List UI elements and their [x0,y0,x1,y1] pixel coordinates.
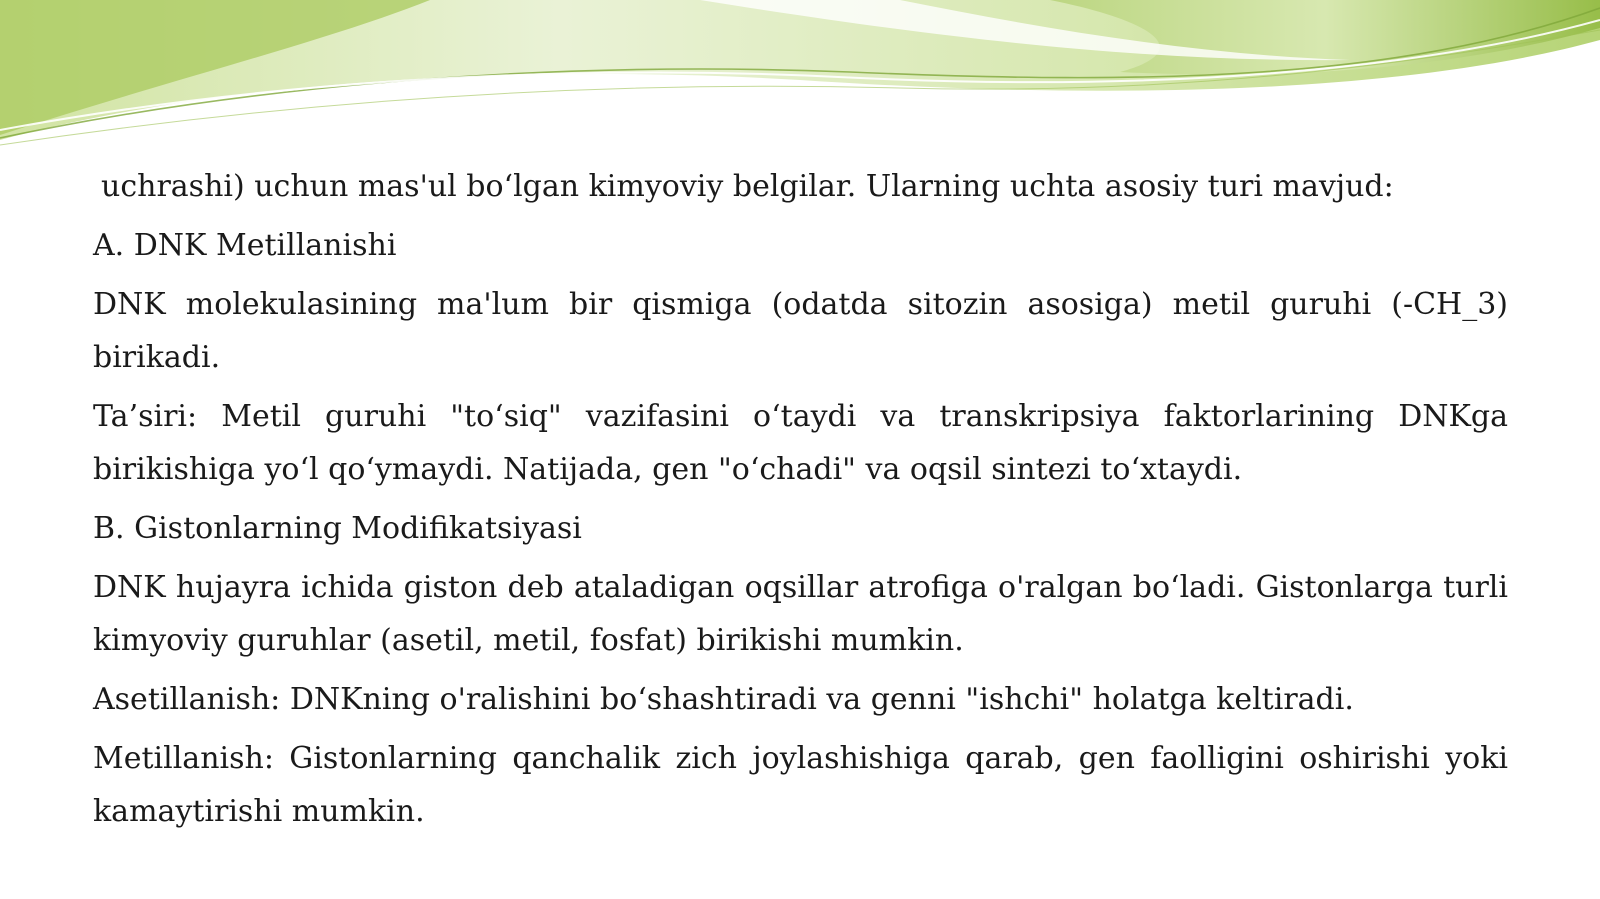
paragraph-histones: DNK hujayra ichida giston deb ataladigan oqsillar atrofiga o'ralgan boʻladi. Gistonlarga turli kimyoviy guruhlar (asetil, metil, fosfat) birikishi mumkin. [93,570,1508,658]
paragraph-methyl-attachment: DNK molekulasining ma'lum bir qismiga (odatda sitozin asosiga) metil guruhi (-CH_3) birikadi. [93,287,1508,375]
decorative-wave-header [0,0,1600,160]
heading-dna-methylation: A. DNK Metillanishi [93,228,397,263]
slide-body [93,160,1508,844]
paragraph-histone-methylation: Metillanish: Gistonlarning qanchalik zich joylashishiga qarab, gen faolligini oshirishi yoki kamaytirishi mumkin. [93,741,1508,829]
paragraph-methyl-effect: Ta’siri: Metil guruhi "toʻsiq" vazifasini oʻtaydi va transkripsiya faktorlarining DNKga birikishiga yoʻl qoʻymaydi. Natijada, gen "oʻchadi" va oqsil sintezi toʻxtaydi. [93,399,1508,487]
heading-histone-modification: B. Gistonlarning Modifikatsiyasi [93,511,582,546]
paragraph-intro-continued: uchrashi) uchun mas'ul boʻlgan kimyoviy belgilar. Ularning uchta asosiy turi mavjud: [101,169,1394,204]
paragraph-acetylation: Asetillanish: DNKning o'ralishini boʻshashtiradi va genni "ishchi" holatga keltiradi. [93,682,1354,717]
